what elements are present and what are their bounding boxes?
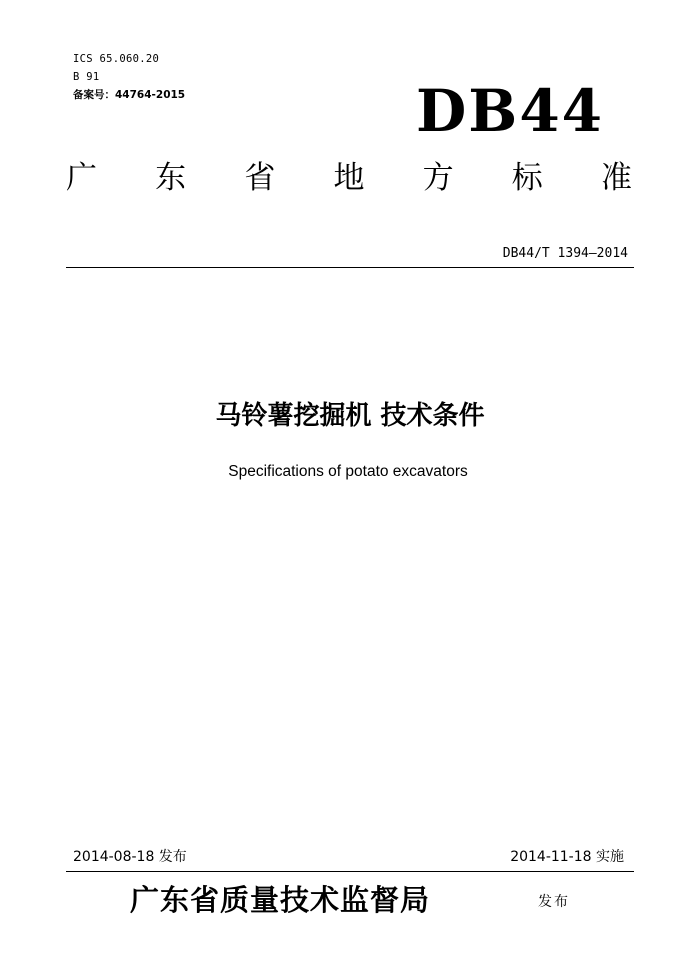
record-number: 备案号：44764-2015 [73, 89, 186, 101]
standard-type-heading [66, 158, 632, 198]
document-title-zh: 马铃薯挖掘机 技术条件 [215, 401, 485, 431]
standard-type-char: 标 [511, 160, 543, 196]
implementation-date: 2014-11-18 实施 [510, 849, 624, 865]
top-divider [66, 267, 634, 268]
bottom-divider [66, 871, 634, 872]
standard-type-char: 广 [66, 160, 97, 196]
standard-type-char: 省 [244, 160, 276, 196]
standard-type-char: 地 [333, 160, 365, 196]
standard-number: DB44/T 1394—2014 [502, 246, 628, 261]
document-title-en: Specifications of potato excavators [228, 463, 468, 480]
standard-code-logo: DB44 [416, 77, 605, 145]
standard-type-char: 准 [600, 160, 632, 196]
standard-type-char: 方 [422, 160, 454, 196]
ccs-code: B 91 [73, 71, 100, 83]
issue-date: 2014-08-18 发布 [73, 849, 187, 865]
issuing-authority: 广东省质量技术监督局 [130, 883, 431, 917]
issuing-action: 发布 [538, 894, 570, 910]
standard-type-char: 东 [155, 160, 187, 196]
ics-code: ICS 65.060.20 [73, 53, 160, 65]
